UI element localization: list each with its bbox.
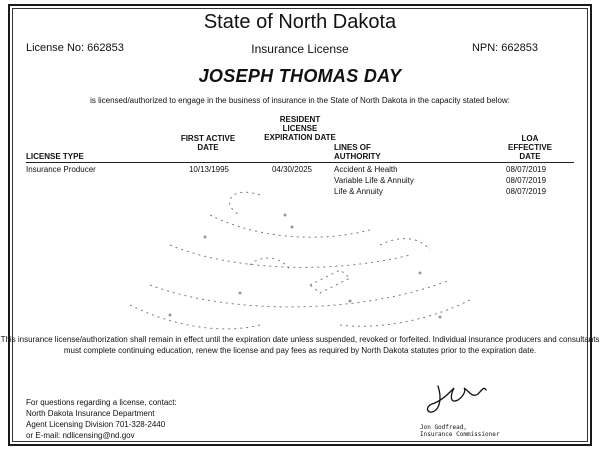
contact-email: or E-mail: ndlicensing@nd.gov xyxy=(26,431,135,440)
loa-row xyxy=(334,187,574,198)
contact-line: North Dakota Insurance Department xyxy=(26,409,155,418)
state-seal-watermark xyxy=(110,175,490,345)
contact-line: Agent Licensing Division 701-328-2440 xyxy=(26,420,166,429)
header-license-type: LICENSE TYPE xyxy=(26,152,84,161)
loa-name: Accident & Health xyxy=(334,165,398,174)
license-conditions: This insurance license/authorization shall remain in effect until the expiration date unless suspended, revoked or forfeited. Individual insurance producers and consultants must complete continuing education, renew the license and pay fees as required by North Dakota statutes prior to the expiration date. xyxy=(0,335,600,355)
contact-line: For questions regarding a license, contact: xyxy=(26,398,177,407)
expiration-value: 04/30/2025 xyxy=(271,165,313,174)
header-loa-effective-date: LOA EFFECTIVE DATE xyxy=(507,134,552,161)
lines-of-authority-list xyxy=(334,165,574,198)
signer-block xyxy=(420,424,499,438)
loa-name: Variable Life & Annuity xyxy=(334,176,414,185)
header-expiration-date: RESIDENT LICENSE EXPIRATION DATE xyxy=(264,115,336,142)
signer-name: Jon Godfread, xyxy=(420,424,467,431)
license-type-value: Insurance Producer xyxy=(26,165,96,174)
state-title: State of North Dakota xyxy=(203,11,397,33)
commissioner-signature xyxy=(420,378,500,418)
loa-row xyxy=(334,176,574,187)
document-title: Insurance License xyxy=(251,42,349,56)
first-active-value: 10/13/1995 xyxy=(188,165,229,174)
loa-name: Life & Annuity xyxy=(334,187,383,196)
table-rule xyxy=(26,162,574,163)
loa-row xyxy=(334,165,574,176)
holder-name: JOSEPH THOMAS DAY xyxy=(198,66,402,86)
header-first-active-date: FIRST ACTIVE DATE xyxy=(180,134,236,152)
loa-effective-date: 08/07/2019 xyxy=(506,187,547,196)
npn-number: NPN: 662853 xyxy=(471,42,538,54)
loa-effective-date: 08/07/2019 xyxy=(506,176,547,185)
header-lines-of-authority: LINES OF AUTHORITY xyxy=(334,143,381,161)
signer-title: Insurance Commissioner xyxy=(420,431,500,438)
contact-block xyxy=(26,397,177,441)
authorization-statement: is licensed/authorized to engage in the business of insurance in the State of North Dakota in the capacity stated below: xyxy=(90,96,510,105)
loa-effective-date: 08/07/2019 xyxy=(506,165,547,174)
license-number: License No: 662853 xyxy=(26,42,124,54)
